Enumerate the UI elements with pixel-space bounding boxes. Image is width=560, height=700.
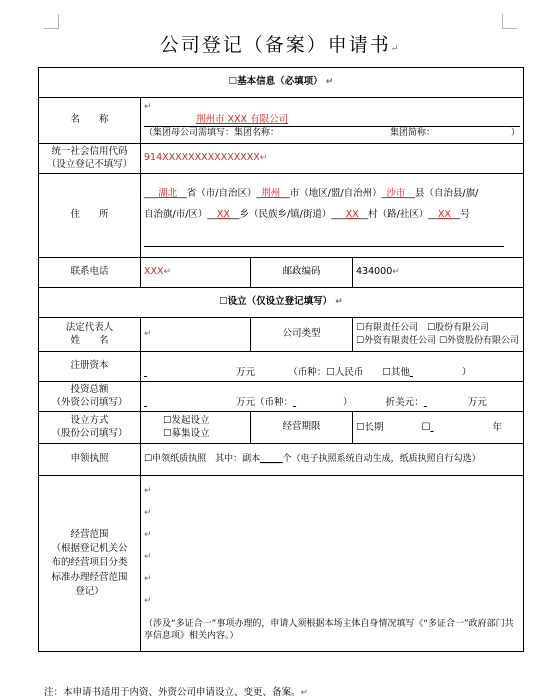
business-scope-note: （涉及“多证合一”事项办理的，申请人须根据本场主体自身情况填写《“多证合一”政府部门共享信息项》相关内容。） <box>144 619 514 642</box>
type-foreign-llc-checkbox[interactable]: ☐外资有限责任公司 <box>356 335 437 346</box>
setup-method-options[interactable] <box>141 412 251 444</box>
address-city: 荆州 <box>261 187 281 199</box>
term-label: 经营期限 <box>251 412 353 444</box>
business-scope-field[interactable]: ↵ ↵ ↵ ↵ ↵ ↵ （涉及“多证合一”事项办理的，申请人须根据本场主体自身情况填写《“多证合一”政府部门共享信息项》相关内容。） <box>141 476 524 652</box>
type-llc-checkbox[interactable]: ☐有限责任公司 <box>356 323 419 334</box>
credit-code-field[interactable]: 914XXXXXXXXXXXXXXX↵ <box>141 144 524 174</box>
investment-field[interactable]: 万元（币种： ） 折美元： 万元 <box>141 382 524 412</box>
capital-label: 注册资本 <box>39 352 141 382</box>
document-title: 公司登记（备案）申请书↵ <box>159 34 401 56</box>
group-short-label: 集团简称： <box>390 128 436 139</box>
address-number: XX <box>437 208 451 220</box>
address-town: XX <box>216 208 230 220</box>
legal-rep-field[interactable]: ↵ <box>141 318 251 352</box>
address-province: 湖北 <box>158 187 178 199</box>
capital-field[interactable]: 万元 （币种：☐人民币 ☐其他 ） <box>141 352 524 382</box>
term-long-checkbox[interactable]: ☐长期 <box>356 421 384 433</box>
page-corner-mark-top-left <box>44 14 59 29</box>
phone-label: 联系电话 <box>39 258 141 288</box>
setup-method-label: 设立方式 （股份公司填写） <box>39 412 141 444</box>
address-village: XX <box>345 208 359 220</box>
address-label: 住 所 <box>39 174 141 258</box>
currency-other-checkbox[interactable]: ☐其他 <box>382 367 410 379</box>
investment-label: 投资总额 （外资公司填写） <box>39 382 141 412</box>
legal-rep-label: 法定代表人 姓 名 <box>39 318 141 352</box>
term-field[interactable]: ☐长期 ☐ 年 <box>353 412 524 444</box>
credit-code-label: 统一社会信用代码 （设立登记不填写） <box>39 144 141 174</box>
address-field[interactable]: ___湖北__省（市/自治区）_荆州__市（地区/盟/自治州）_沙市__县（自治县/旗/ 自治旗/市/区）__XX__乡（民族乡/镇/街道）___XX__村（路/社区）__XX__号 <box>141 174 524 258</box>
company-type-options[interactable] <box>353 318 524 352</box>
postcode-label: 邮政编码 <box>251 258 353 288</box>
name-label: 名 称 <box>39 98 141 144</box>
method-offering-checkbox[interactable]: ☐募集设立 <box>163 427 210 439</box>
address-county: 沙市 <box>386 187 406 199</box>
company-type-label: 公司类型 <box>251 318 353 352</box>
section-setup-header: ☐设立（仅设立登记填写） ↵ <box>39 288 524 318</box>
group-name-note: （集团母公司需填写：集团名称： <box>144 128 280 139</box>
license-field[interactable]: ☐申领纸质执照 其中：副本_____个（电子执照系统自动生成，纸质执照自行勾选） <box>141 444 524 476</box>
method-promotion-checkbox[interactable]: ☐发起设立 <box>163 414 210 426</box>
footnote: 注：本申请书适用于内资、外资公司申请设立、变更、备案。↵ <box>44 687 309 698</box>
term-year-checkbox[interactable]: ☐ <box>421 421 431 433</box>
currency-rmb-checkbox[interactable]: ☐人民币 <box>326 367 364 379</box>
company-name-value: 荆州市 XXX 有限公司 <box>196 113 289 125</box>
phone-field[interactable]: XXX↵ <box>141 258 251 288</box>
paper-license-checkbox[interactable]: ☐申领纸质执照 其中：副本 <box>144 454 261 465</box>
name-field[interactable]: ↵ 荆州市 XXX 有限公司 （集团母公司需填写：集团名称： 集团简称： ） <box>141 98 524 144</box>
postcode-field[interactable]: 434000↵ <box>353 258 524 288</box>
license-label: 申领执照 <box>39 444 141 476</box>
application-form-table <box>38 67 524 652</box>
section-basic-header: ☐基本信息（必填项） ↵ <box>39 68 524 98</box>
page-corner-mark-top-right <box>502 14 517 29</box>
type-joint-stock-checkbox[interactable]: ☐股份有限公司 <box>427 323 490 334</box>
business-scope-label: 经营范围 （根据登记机关公 布的经营项目分类 标准办理经营范围 登记） <box>39 476 141 652</box>
type-foreign-joint-stock-checkbox[interactable]: ☐外资股份有限公司 <box>438 335 520 346</box>
